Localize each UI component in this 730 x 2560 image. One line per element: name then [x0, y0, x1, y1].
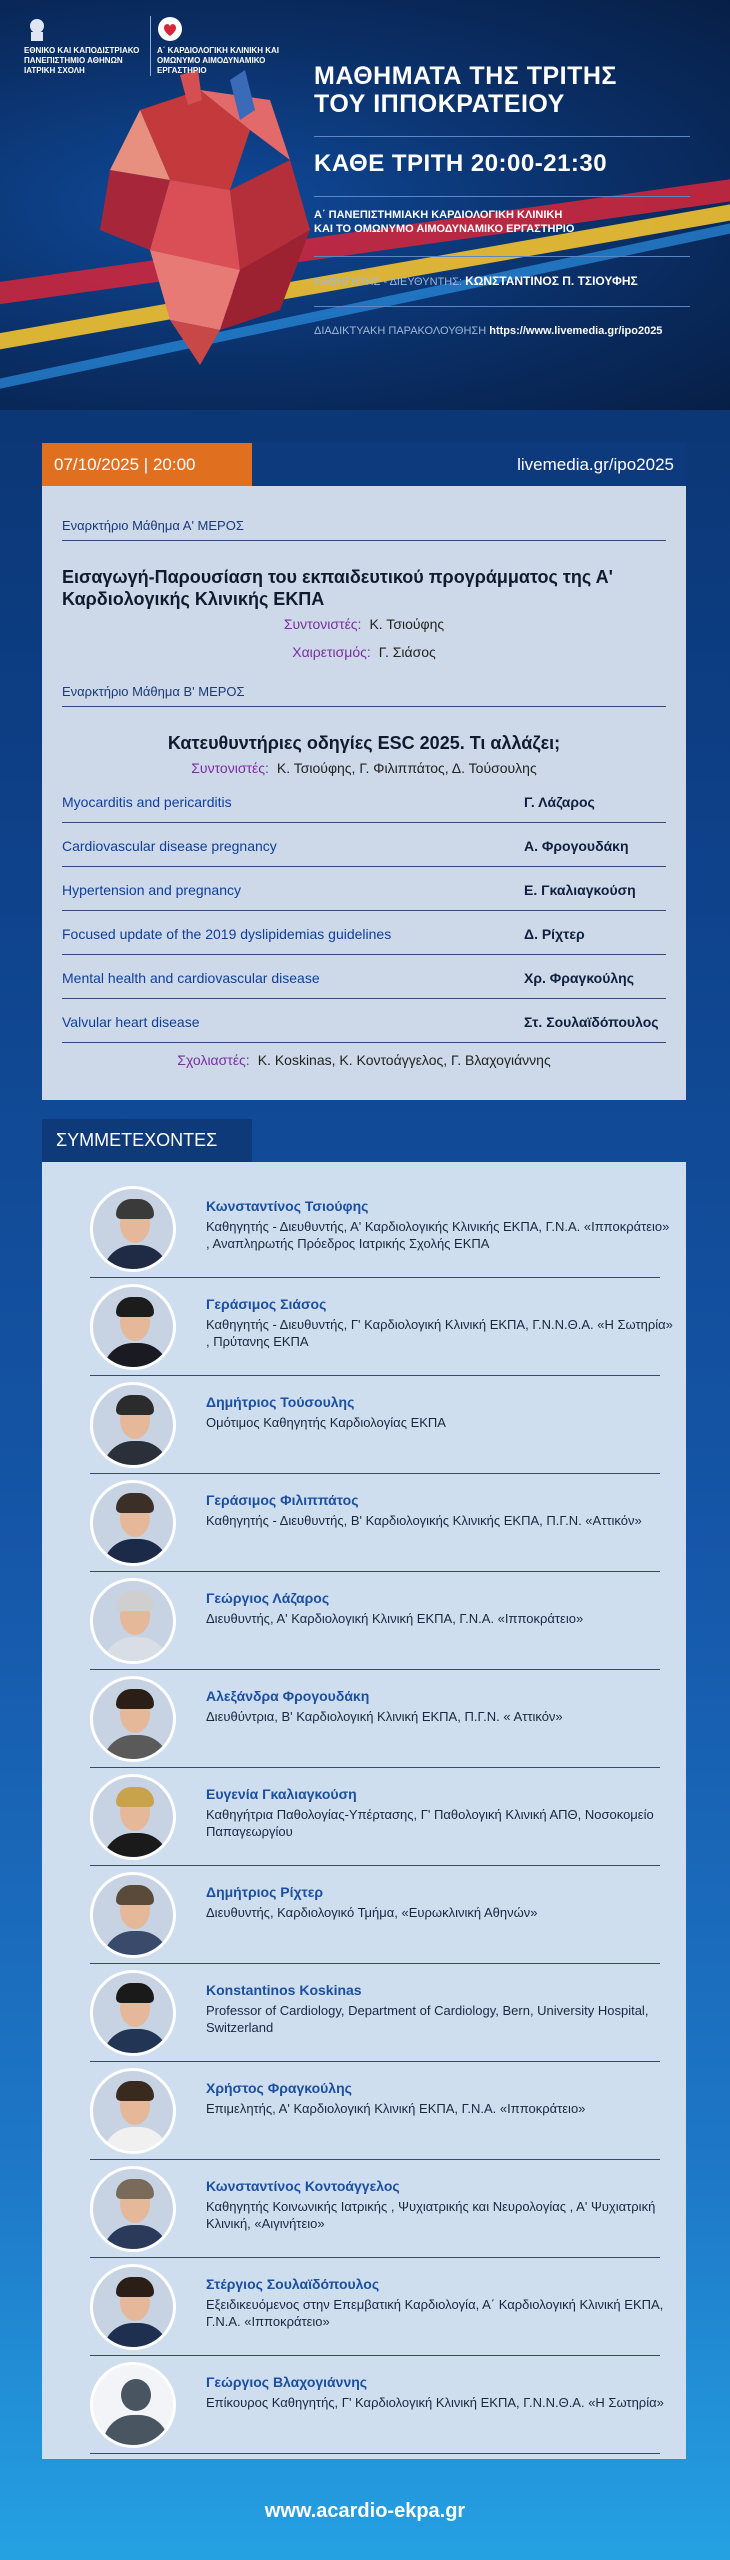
commentators-names: K. Koskinas, Κ. Κοντοάγγελος, Γ. Βλαχογιάννης	[257, 1052, 551, 1068]
participant-name: Χρήστος Φραγκούλης	[206, 2080, 352, 2096]
clinic-line-2: ΚΑΙ ΤΟ ΟΜΩΝΥΜΟ ΑΙΜΟΔΥΝΑΜΙΚΟ ΕΡΓΑΣΤΗΡΙΟ	[314, 223, 575, 235]
participant-avatar	[90, 1480, 176, 1566]
commentators-label: Σχολιαστές:	[177, 1052, 250, 1068]
participant-row	[90, 2062, 660, 2160]
date-bar	[42, 443, 686, 486]
university-name: ΕΘΝΙΚΟ ΚΑΙ ΚΑΠΟΔΙΣΤΡΙΑΚΟ ΠΑΝΕΠΙΣΤΗΜΙΟ ΑΘΗΝΩΝ ΙΑΤΡΙΚΗ ΣΧΟΛΗ	[24, 46, 140, 75]
title-line-2: ΤΟΥ ΙΠΠΟΚΡΑΤΕΙΟΥ	[314, 90, 565, 118]
topic-title: Mental health and cardiovascular disease	[62, 970, 320, 986]
doctor-placeholder-icon	[90, 2362, 176, 2448]
clinic-line-1: Α΄ ΠΑΝΕΠΙΣΤΗΜΙΑΚΗ ΚΑΡΔΙΟΛΟΓΙΚΗ ΚΛΙΝΙΚΗ	[314, 209, 563, 221]
commentators	[42, 1052, 686, 1068]
participant-description: Professor of Cardiology, Department of Cardiology, Bern, University Hospital, Switzerland	[206, 2003, 649, 2035]
clinic-text	[314, 208, 694, 236]
topic-row	[62, 780, 666, 823]
topic-title: Myocarditis and pericarditis	[62, 794, 232, 810]
divider	[314, 306, 690, 307]
topic-speaker: Στ. Σουλαϊδόπουλος	[524, 1014, 659, 1030]
divider	[314, 196, 690, 197]
participant-row	[90, 2258, 664, 2356]
topic-title: Cardiovascular disease pregnancy	[62, 838, 277, 854]
participant-row	[90, 1670, 660, 1768]
greeting-names: Γ. Σιάσος	[378, 644, 436, 660]
topic-title: Valvular heart disease	[62, 1014, 200, 1030]
title-line-1: ΜΑΘΗΜΑΤΑ ΤΗΣ ΤΡΙΤΗΣ	[314, 62, 617, 90]
participant-avatar	[90, 1382, 176, 1468]
university-logo	[24, 16, 144, 76]
participant-avatar	[90, 1774, 176, 1860]
schedule: ΚΑΘΕ ΤΡΙΤΗ 20:00-21:30	[314, 150, 608, 177]
participant-name: Στέργιος Σουλαϊδόπουλος	[206, 2276, 380, 2292]
participant-description: Ομότιμος Καθηγητής Καρδιολογίας ΕΚΠΑ	[206, 1415, 446, 1430]
divider	[62, 540, 666, 541]
participant-name: Κωνσταντίνος Τσιούφης	[206, 1198, 369, 1214]
participant-row	[90, 1180, 670, 1278]
topic-speaker: Γ. Λάζαρος	[524, 794, 595, 810]
livemedia-link[interactable]: livemedia.gr/ipo2025	[517, 455, 674, 474]
page-title	[314, 62, 714, 118]
director-name: ΚΩΝΣΤΑΝΤΙΝΟΣ Π. ΤΣΙΟΥΦΗΣ	[465, 274, 638, 288]
participant-name: Δημήτριος Ρίχτερ	[206, 1884, 324, 1900]
participant-description: Διευθυντής, Καρδιολογικό Τμήμα, «Ευρωκλινική Αθηνών»	[206, 1905, 538, 1920]
online-url-link[interactable]: https://www.livemedia.gr/ipo2025	[489, 325, 663, 337]
participant-description: Καθηγητής Κοινωνικής Ιατρικής , Ψυχιατρικής και Νευρολογίας , Α' Ψυχιατρική Κλινική, «Αιγινήτειο»	[206, 2199, 656, 2231]
participant-avatar	[90, 2264, 176, 2350]
participant-row	[90, 1278, 673, 1376]
director-label: ΚΑΘΗΓΗΤΗΣ - ΔΙΕΥΘΥΝΤΗΣ:	[314, 276, 463, 288]
participant-row	[90, 1572, 660, 1670]
topic-title: Focused update of the 2019 dyslipidemias guidelines	[62, 926, 392, 942]
divider	[314, 136, 690, 137]
participant-name: Γεώργιος Βλαχογιάννης	[206, 2374, 368, 2390]
participant-description: Επίκουρος Καθηγητής, Γ' Καρδιολογική Κλινική ΕΚΠΑ, Γ.Ν.Ν.Θ.Α. «Η Σωτηρία»	[206, 2395, 664, 2410]
participants-panel	[42, 1162, 686, 2459]
participant-avatar	[90, 1676, 176, 1762]
participant-avatar	[90, 2166, 176, 2252]
participant-avatar	[90, 1186, 176, 1272]
session-a-label: Εναρκτήριο Μάθημα Α' ΜΕΡΟΣ	[62, 518, 244, 533]
program-panel	[42, 486, 686, 1100]
heart-illustration	[80, 70, 330, 370]
athena-icon	[24, 16, 50, 42]
topic-row	[62, 868, 666, 911]
participant-description: Καθηγητής - Διευθυντής, Γ' Καρδιολογική Κλινική ΕΚΠΑ, Γ.Ν.Ν.Θ.Α. «Η Σωτηρία» , Πρύτανης ΕΚΠΑ	[206, 1317, 673, 1349]
participant-avatar	[90, 1872, 176, 1958]
participant-name: Αλεξάνδρα Φρογουδάκη	[206, 1688, 370, 1704]
participant-description: Καθηγητής - Διευθυντής, Β' Καρδιολογικής Κλινικής ΕΚΠΑ, Π.Γ.Ν. «Αττικόν»	[206, 1513, 642, 1528]
participant-description: Διευθύντρια, Β' Καρδιολογική Κλινική ΕΚΠΑ, Π.Γ.Ν. « Αττικόν»	[206, 1709, 563, 1724]
coordinators-names: Κ. Τσιούφης, Γ. Φιλιππάτος, Δ. Τούσουλης	[276, 760, 537, 776]
online-viewing	[314, 325, 714, 337]
topic-speaker: Ε. Γκαλιαγκούση	[524, 882, 636, 898]
coordinators-names: Κ. Τσιούφης	[369, 616, 445, 632]
topic-speaker: Α. Φρογουδάκη	[524, 838, 629, 854]
divider	[62, 706, 666, 707]
session-b-title: Κατευθυντήριες οδηγίες ESC 2025. Τι αλλάζει;	[167, 733, 561, 753]
participant-row	[90, 1866, 660, 1964]
participant-name: Δημήτριος Τούσουλης	[206, 1394, 355, 1410]
topic-speaker: Χρ. Φραγκούλης	[524, 970, 634, 986]
participant-name: Γεράσιμος Σιάσος	[206, 1296, 327, 1312]
clinic-name: Α΄ ΚΑΡΔΙΟΛΟΓΙΚΗ ΚΛΙΝΙΚΗ ΚΑΙ ΟΜΩΝΥΜΟ ΑΙΜΟΔΥΝΑΜΙΚΟ ΕΡΓΑΣΤΗΡΙΟ	[157, 46, 279, 75]
topic-speaker: Δ. Ρίχτερ	[524, 926, 585, 942]
topic-row	[62, 956, 666, 999]
coordinators-label: Συντονιστές:	[283, 616, 362, 632]
session-a-greeting	[42, 644, 686, 660]
participant-row	[90, 1376, 660, 1474]
header-banner	[0, 0, 730, 410]
session-b-coordinators	[42, 760, 686, 776]
clinic-heart-icon	[157, 16, 183, 42]
divider	[314, 256, 690, 257]
session-a-title: Εισαγωγή-Παρουσίαση του εκπαιδευτικού προγράμματος της Α' Καρδιολογικής Κλινικής ΕΚΠΑ	[62, 567, 613, 609]
topic-row	[62, 824, 666, 867]
clinic-logo	[150, 16, 285, 76]
session-a-coordinators	[42, 616, 686, 632]
coordinators-label: Συντονιστές:	[191, 760, 269, 776]
participant-name: Ευγενία Γκαλιαγκούση	[206, 1786, 357, 1802]
participant-avatar	[90, 2068, 176, 2154]
participant-avatar	[90, 1970, 176, 2056]
director	[314, 274, 714, 288]
participant-avatar	[90, 1284, 176, 1370]
participant-row	[90, 1474, 660, 1572]
participant-row	[90, 1768, 660, 1866]
date-badge: 07/10/2025 | 20:00	[42, 443, 252, 486]
participant-name: Γεράσιμος Φιλιππάτος	[206, 1492, 359, 1508]
participant-row	[90, 1964, 660, 2062]
participant-row	[90, 2356, 664, 2454]
participant-name: Konstantinos Koskinas	[206, 1982, 362, 1998]
topic-row	[62, 1000, 666, 1043]
footer-website-link[interactable]: www.acardio-ekpa.gr	[264, 2500, 466, 2522]
participants-heading: ΣΥΜΜΕΤΕΧΟΝΤΕΣ	[42, 1119, 252, 1162]
participant-description: Διευθυντής, Α' Καρδιολογική Κλινική ΕΚΠΑ, Γ.Ν.Α. «Ιπποκράτειο»	[206, 1611, 584, 1626]
participant-description: Επιμελητής, Α' Καρδιολογική Κλινική ΕΚΠΑ, Γ.Ν.Α. «Ιπποκράτειο»	[206, 2101, 586, 2116]
session-b-label: Εναρκτήριο Μάθημα Β' ΜΕΡΟΣ	[62, 684, 245, 699]
participant-row	[90, 2160, 660, 2258]
participant-description: Καθηγητής - Διευθυντής, Α' Καρδιολογικής Κλινικής ΕΚΠΑ, Γ.Ν.Α. «Ιπποκράτειο» , Αναπληρωτής Πρόεδρος Ιατρικής Σχολής ΕΚΠΑ	[206, 1219, 670, 1251]
participant-name: Γεώργιος Λάζαρος	[206, 1590, 330, 1606]
greeting-label: Χαιρετισμός:	[292, 644, 371, 660]
online-label: ΔΙΑΔΙΚΤΥΑΚΗ ΠΑΡΑΚΟΛΟΥΘΗΣΗ	[314, 325, 487, 337]
topic-title: Hypertension and pregnancy	[62, 882, 242, 898]
participant-description: Καθηγήτρια Παθολογίας-Υπέρτασης, Γ' Παθολογική Κλινική ΑΠΘ, Νοσοκομείο Παπαγεωργίου	[206, 1807, 654, 1839]
topic-row	[62, 912, 666, 955]
participant-name: Κωνσταντίνος Κοντοάγγελος	[206, 2178, 400, 2194]
participant-description: Εξειδικευόμενος στην Επεμβατική Καρδιολογία, Α΄ Καρδιολογική Κλινική ΕΚΠΑ, Γ.Ν.Α. «Ιπποκράτειο»	[206, 2297, 664, 2329]
participant-avatar	[90, 1578, 176, 1664]
